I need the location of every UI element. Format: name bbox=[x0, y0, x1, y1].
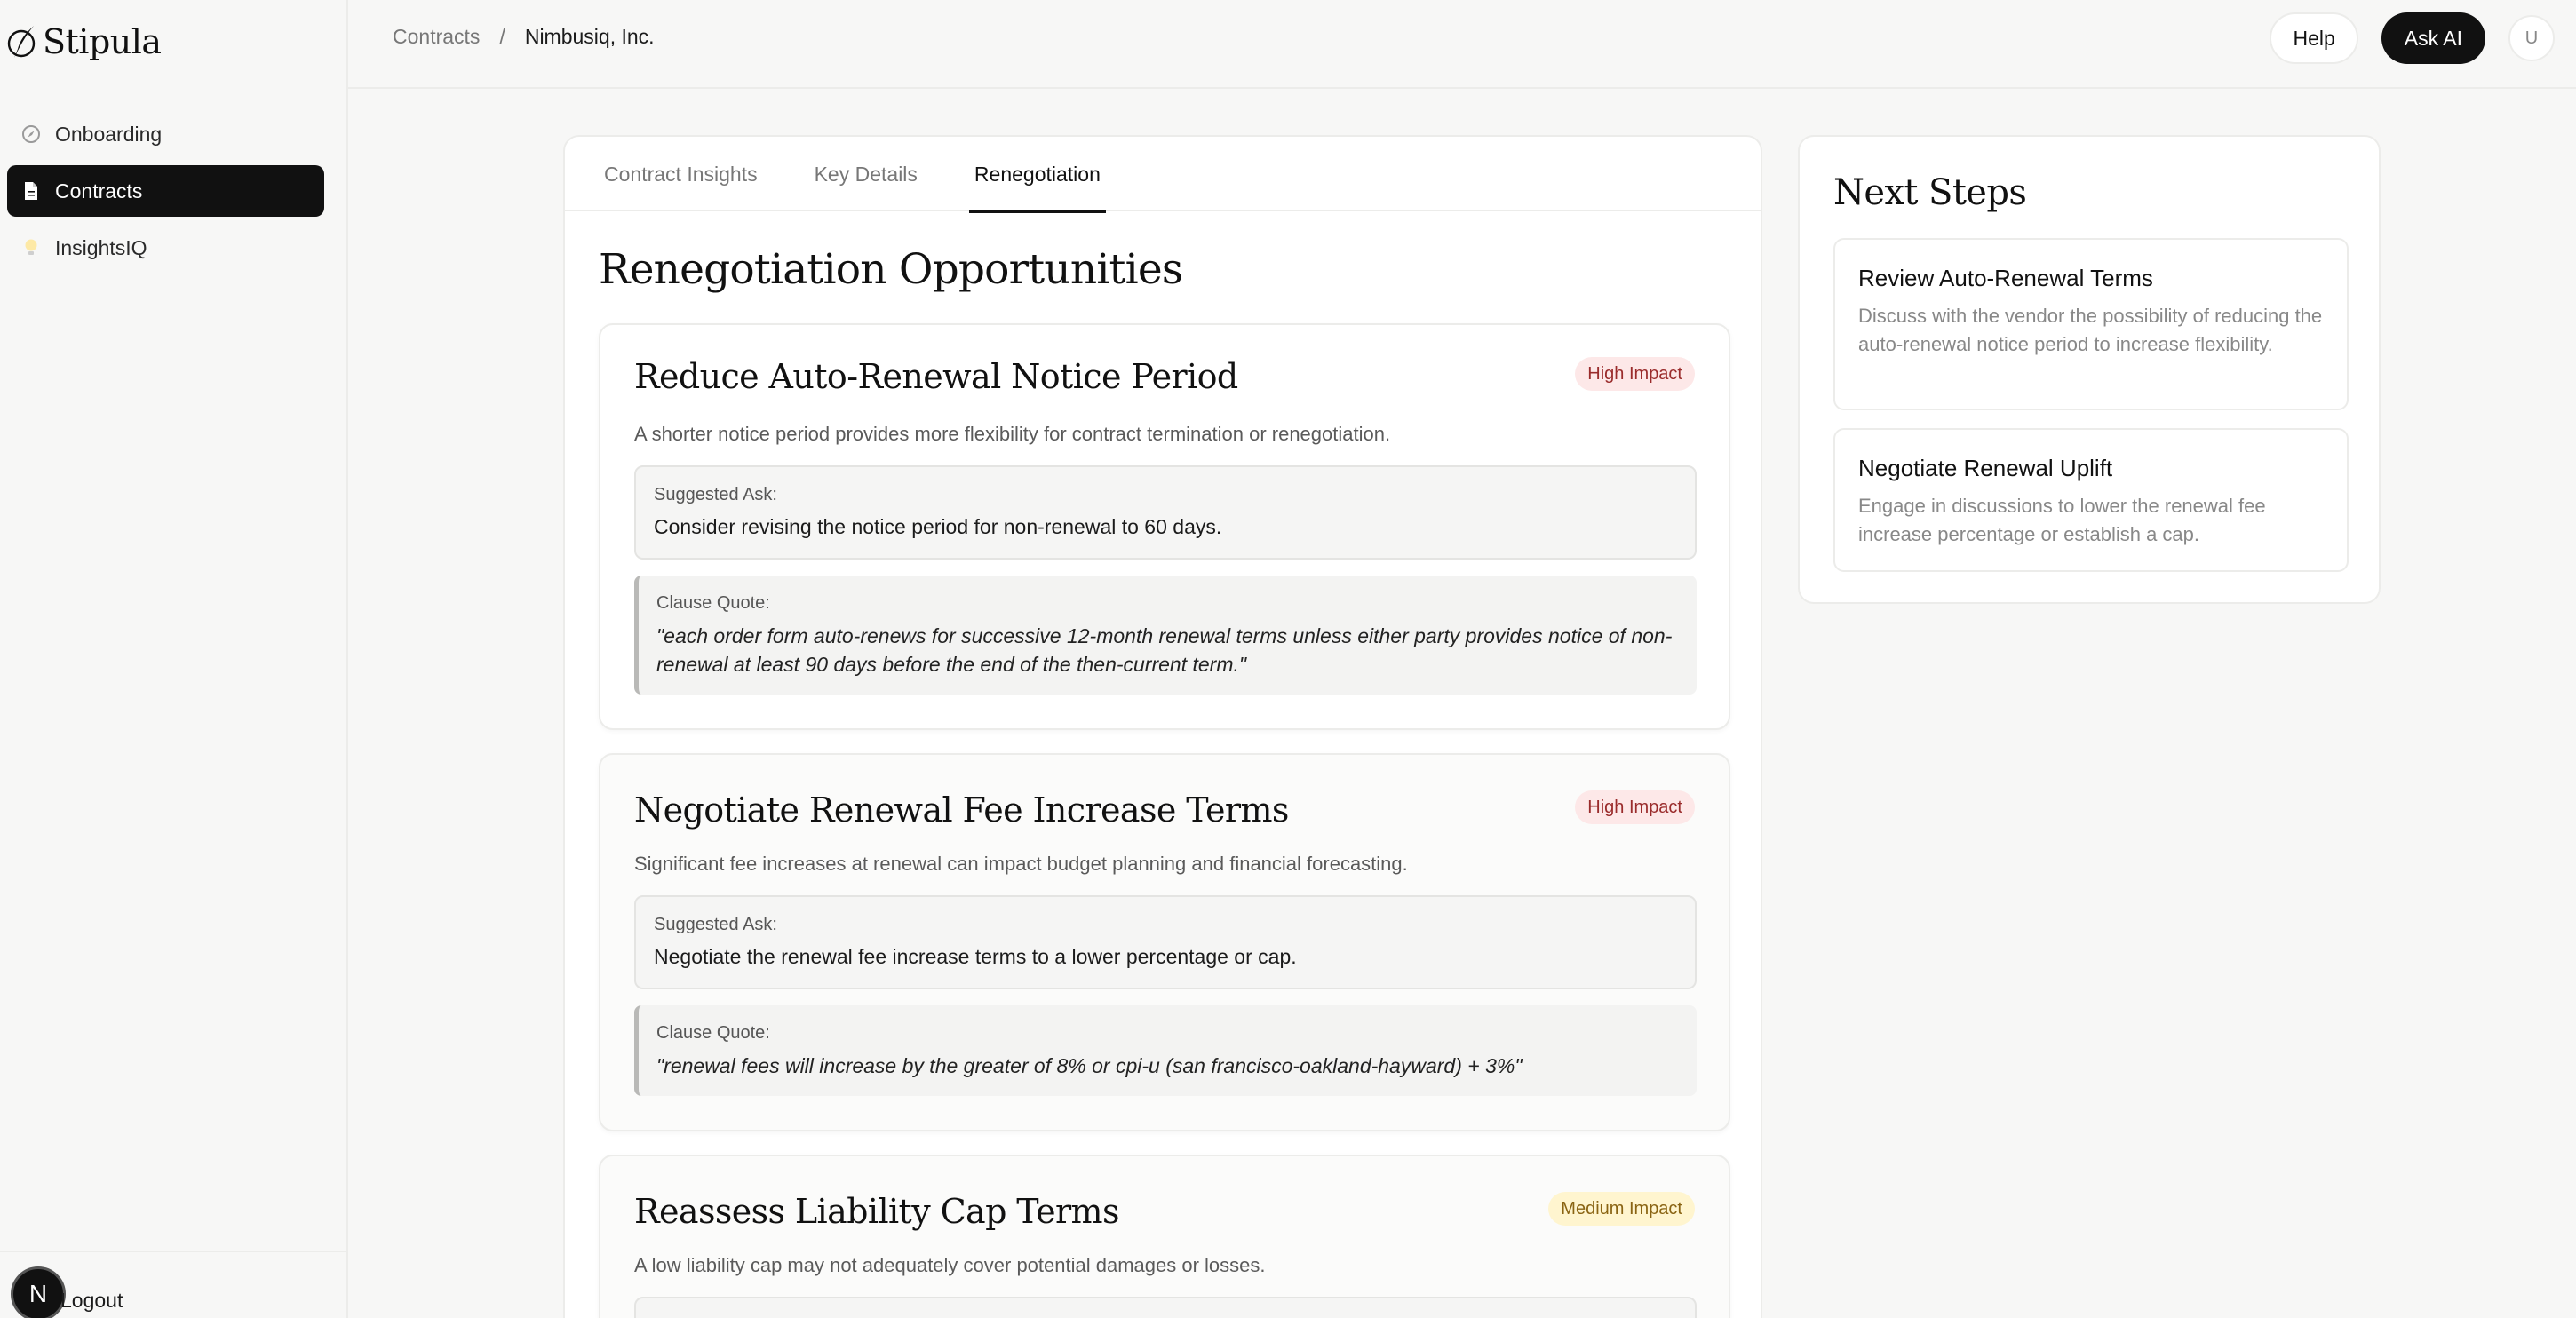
next-step-title: Negotiate Renewal Uplift bbox=[1858, 455, 2113, 481]
sidebar-item-label: Contracts bbox=[55, 179, 143, 202]
sidebar-nav bbox=[7, 108, 324, 279]
clause-quote-box bbox=[634, 1005, 1697, 1096]
breadcrumb-current: Nimbusiq, Inc. bbox=[524, 25, 655, 48]
sidebar-item-contracts[interactable] bbox=[7, 165, 324, 217]
opportunity-title: Negotiate Renewal Fee Increase Terms bbox=[634, 790, 1289, 830]
compass-icon bbox=[21, 124, 41, 144]
sidebar-footer bbox=[0, 1251, 348, 1318]
opportunity-title: Reduce Auto-Renewal Notice Period bbox=[634, 357, 1238, 396]
breadcrumb-contracts-link[interactable]: Contracts bbox=[393, 25, 481, 48]
suggested-ask-box bbox=[634, 465, 1697, 560]
sidebar-item-onboarding[interactable] bbox=[7, 108, 324, 160]
contract-main-card bbox=[563, 135, 1762, 1318]
clause-quote-text: "each order form auto-renews for successive 12-month renewal terms unless either party provides notice of non-renewal at least 90 days before the end of the then-current term." bbox=[656, 624, 1673, 676]
clause-quote-text: "renewal fees will increase by the greater of 8% or cpi-u (san francisco-oakland-hayward) + 3%" bbox=[656, 1054, 1523, 1077]
avatar[interactable]: N bbox=[11, 1266, 66, 1318]
opportunity-title: Reassess Liability Cap Terms bbox=[634, 1192, 1119, 1231]
tab-bar bbox=[565, 137, 1761, 211]
suggested-ask-label: Suggested Ask: bbox=[654, 915, 777, 934]
tab-contract-insights[interactable]: Contract Insights bbox=[604, 162, 758, 186]
document-icon bbox=[21, 181, 41, 201]
impact-badge: High Impact bbox=[1575, 790, 1695, 824]
suggested-ask-box bbox=[634, 1297, 1697, 1318]
user-avatar[interactable]: U bbox=[2508, 15, 2555, 61]
suggested-ask-text: Consider revising the notice period for non-renewal to 60 days. bbox=[654, 515, 1222, 538]
impact-badge: High Impact bbox=[1575, 357, 1695, 391]
brand-name: Stipula bbox=[43, 22, 162, 61]
help-button[interactable]: Help bbox=[2270, 12, 2357, 64]
clause-quote-label: Clause Quote: bbox=[656, 1023, 770, 1043]
sidebar-item-label: Onboarding bbox=[55, 122, 163, 146]
opportunity-description: Significant fee increases at renewal can impact budget planning and financial forecasting. bbox=[634, 853, 1408, 875]
opportunity-description: A low liability cap may not adequately cover potential damages or losses. bbox=[634, 1254, 1266, 1276]
next-step-title: Review Auto-Renewal Terms bbox=[1858, 265, 2153, 291]
opportunity-card bbox=[599, 753, 1730, 1131]
clause-quote-box bbox=[634, 576, 1697, 695]
ask-ai-button[interactable]: Ask AI bbox=[2381, 12, 2485, 64]
suggested-ask-box bbox=[634, 895, 1697, 989]
opportunity-card bbox=[599, 1155, 1730, 1318]
next-step-description: Engage in discussions to lower the renewal fee increase percentage or establish a cap. bbox=[1858, 495, 2266, 545]
next-steps-card bbox=[1798, 135, 2381, 604]
next-step-item[interactable] bbox=[1833, 238, 2349, 410]
impact-badge: Medium Impact bbox=[1548, 1192, 1695, 1226]
lightbulb-icon bbox=[21, 238, 41, 258]
page-title: Renegotiation Opportunities bbox=[599, 245, 1183, 294]
opportunity-description: A shorter notice period provides more flexibility for contract termination or renegotiation. bbox=[634, 423, 1391, 445]
sidebar bbox=[0, 0, 348, 1318]
tab-renegotiation[interactable]: Renegotiation bbox=[974, 137, 1101, 211]
opportunity-card bbox=[599, 323, 1730, 730]
suggested-ask-label: Suggested Ask: bbox=[654, 485, 777, 504]
next-step-item[interactable] bbox=[1833, 428, 2349, 572]
sidebar-item-insightsiq[interactable] bbox=[7, 222, 324, 274]
breadcrumb bbox=[393, 25, 655, 49]
breadcrumb-separator: / bbox=[499, 25, 505, 48]
suggested-ask-text: Negotiate the renewal fee increase terms to a lower percentage or cap. bbox=[654, 945, 1297, 968]
clause-quote-label: Clause Quote: bbox=[656, 593, 770, 613]
next-steps-title: Next Steps bbox=[1833, 172, 2027, 213]
brand-logo[interactable] bbox=[7, 20, 162, 64]
quill-icon bbox=[7, 22, 37, 61]
next-step-description: Discuss with the vendor the possibility of reducing the auto-renewal notice period to increase flexibility. bbox=[1858, 305, 2323, 355]
tab-key-details[interactable]: Key Details bbox=[814, 162, 918, 186]
sidebar-item-label: InsightsIQ bbox=[55, 235, 147, 259]
top-bar bbox=[348, 0, 2576, 89]
logout-button[interactable]: Logout bbox=[60, 1289, 123, 1312]
top-actions bbox=[2270, 12, 2555, 64]
